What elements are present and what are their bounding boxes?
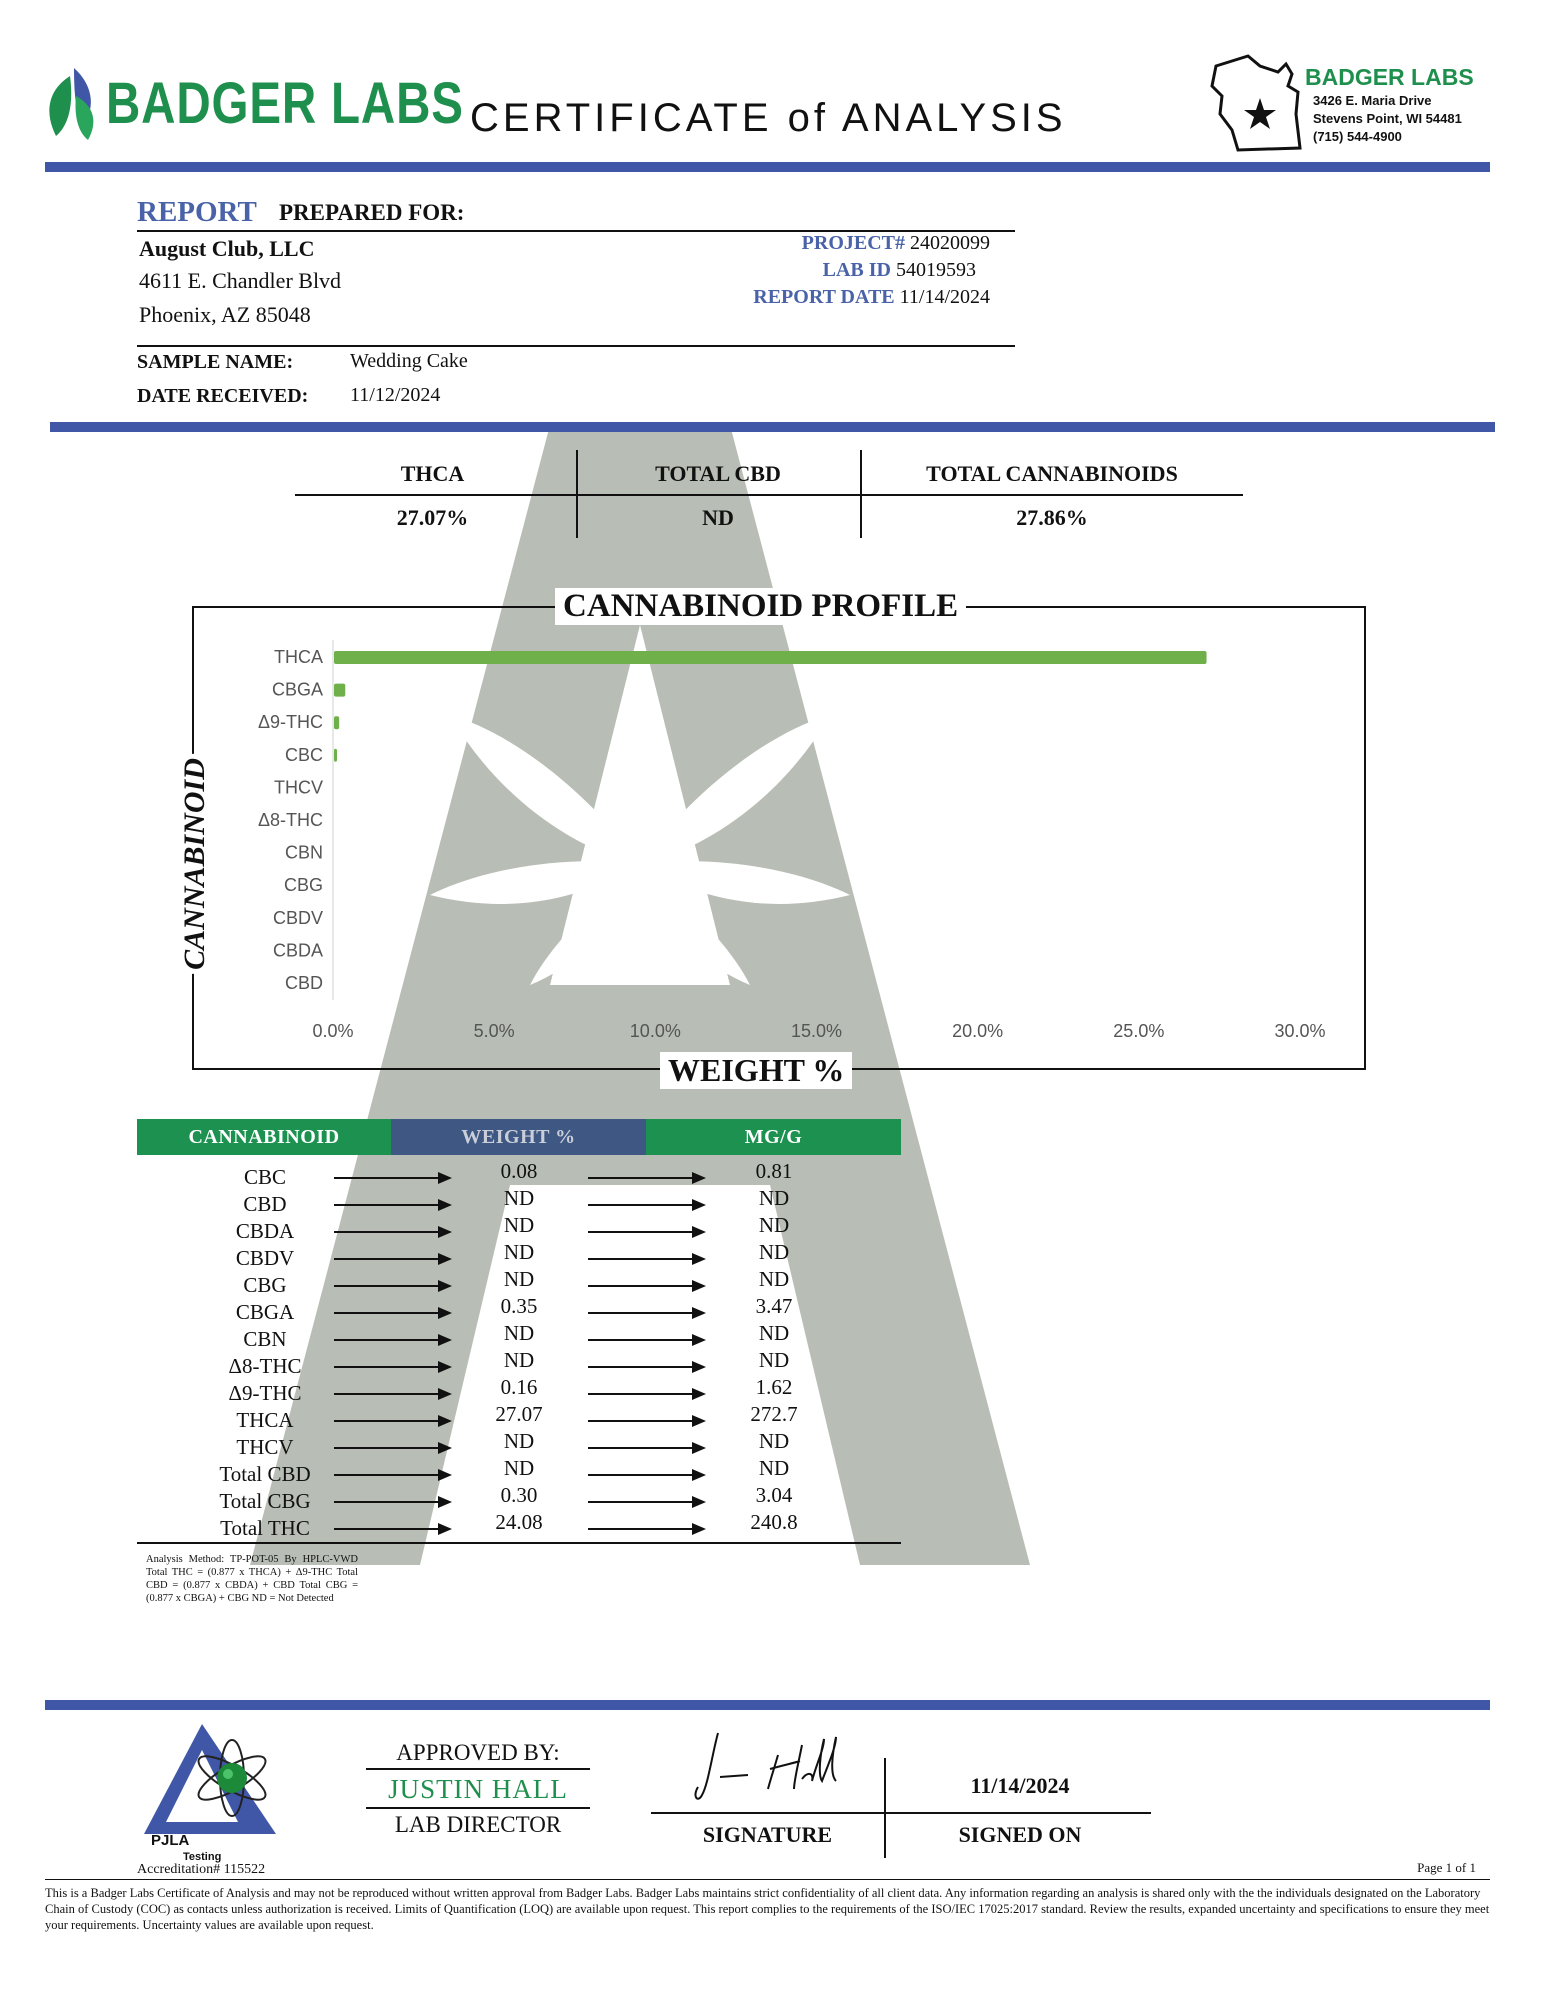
chart-title: CANNABINOID PROFILE xyxy=(555,588,966,625)
table-row-weight: ND xyxy=(503,1456,535,1480)
table-row-weight: ND xyxy=(503,1186,535,1210)
table-row-weight: 27.07 xyxy=(495,1402,543,1426)
company-phone: (715) 544-4900 xyxy=(1313,129,1402,144)
chart-x-tick-label: 10.0% xyxy=(629,1021,681,1041)
signature-rule xyxy=(651,1812,1151,1814)
table-row-weight: ND xyxy=(503,1213,535,1237)
arrow-icon xyxy=(334,1279,452,1298)
labid-value: 54019593 xyxy=(896,259,976,281)
table-row-name: CBDV xyxy=(235,1246,295,1270)
table-row-mgg: ND xyxy=(758,1456,790,1480)
table-row-weight: 0.30 xyxy=(500,1483,538,1507)
arrow-icon xyxy=(588,1252,706,1271)
arrow-icon xyxy=(334,1333,452,1352)
table-row-mgg: 272.7 xyxy=(750,1402,798,1426)
arrow-icon xyxy=(334,1441,452,1460)
table-row-name: CBGA xyxy=(235,1300,295,1324)
table-row-weight: ND xyxy=(503,1321,535,1345)
table-row-weight: 0.16 xyxy=(500,1375,538,1399)
chart-bar xyxy=(334,716,339,729)
report-date-value: 11/14/2024 xyxy=(899,286,990,308)
arrow-icon xyxy=(334,1522,452,1541)
signed-date: 11/14/2024 xyxy=(970,1773,1070,1798)
project-row xyxy=(640,232,990,255)
approved-by-label: APPROVED BY: xyxy=(396,1740,560,1765)
col-header-cannabinoid: CANNABINOID xyxy=(137,1119,391,1155)
approver-rule-bottom xyxy=(366,1807,590,1809)
report-divider xyxy=(50,422,1495,432)
footer-rule xyxy=(45,1879,1490,1880)
leaf-logo-icon xyxy=(44,66,100,142)
report-date-row xyxy=(640,286,990,309)
chart-bar xyxy=(334,651,1207,664)
arrow-icon xyxy=(334,1225,452,1244)
arrow-icon xyxy=(588,1225,706,1244)
arrow-icon xyxy=(588,1333,706,1352)
table-row-weight: 0.08 xyxy=(500,1159,538,1183)
approver-title: LAB DIRECTOR xyxy=(394,1812,562,1837)
chart-category-label: THCA xyxy=(274,647,323,667)
arrow-icon xyxy=(334,1360,452,1379)
arrow-icon xyxy=(334,1198,452,1217)
summary-cbd-value: ND xyxy=(702,505,734,530)
chart-x-tick-label: 15.0% xyxy=(790,1021,843,1041)
signature-label: SIGNATURE xyxy=(702,1822,833,1847)
labid-label: LAB ID xyxy=(822,259,891,281)
prepared-for-label: PREPARED FOR: xyxy=(279,200,465,225)
arrow-icon xyxy=(334,1171,452,1190)
table-row-name: THCV xyxy=(236,1435,294,1459)
arrow-icon xyxy=(334,1468,452,1487)
arrow-icon xyxy=(334,1387,452,1406)
cannabinoid-profile-chart xyxy=(230,630,1340,1050)
chart-x-tick-label: 0.0% xyxy=(312,1021,354,1041)
table-row-name: Δ8-THC xyxy=(228,1354,302,1378)
brand-logo xyxy=(44,66,464,144)
page-number: Page 1 of 1 xyxy=(1417,1860,1476,1875)
report-date-label: REPORT DATE xyxy=(753,286,895,308)
table-row-mgg: 3.04 xyxy=(755,1483,793,1507)
arrow-icon xyxy=(334,1414,452,1433)
approver-name: JUSTIN HALL xyxy=(388,1774,568,1804)
chart-category-label: THCV xyxy=(274,777,323,798)
table-row-weight: 0.35 xyxy=(500,1294,538,1318)
project-value: 24020099 xyxy=(910,232,990,254)
arrow-icon xyxy=(588,1171,706,1190)
arrow-icon xyxy=(334,1252,452,1271)
table-row-mgg: ND xyxy=(758,1186,790,1210)
table-row-name: CBDA xyxy=(235,1219,295,1243)
table-bottom-rule xyxy=(137,1542,901,1544)
chart-x-tick-label: 20.0% xyxy=(952,1021,1004,1041)
summary-thca-label: THCA xyxy=(400,461,465,486)
table-row-name: CBN xyxy=(243,1327,287,1351)
arrow-icon xyxy=(334,1495,452,1514)
signature-image xyxy=(690,1725,860,1815)
summary-total-value: 27.86% xyxy=(1016,505,1088,530)
company-name: BADGER LABS xyxy=(1305,64,1474,90)
table-row-mgg: 240.8 xyxy=(750,1510,798,1534)
table-row-mgg: ND xyxy=(758,1321,790,1345)
summary-thca-value: 27.07% xyxy=(396,505,469,530)
chart-x-tick-label: 25.0% xyxy=(1113,1021,1165,1041)
col-header-mgg: MG/G xyxy=(646,1119,901,1155)
chart-x-tick-label: 5.0% xyxy=(473,1021,515,1041)
arrow-icon xyxy=(588,1468,706,1487)
chart-ylabel: CANNABINOID xyxy=(178,754,212,974)
table-row-name: Total THC xyxy=(220,1516,310,1540)
table-row-mgg: ND xyxy=(758,1240,790,1264)
col-header-weight: WEIGHT % xyxy=(391,1119,646,1155)
date-received-value: 11/12/2024 xyxy=(350,384,441,406)
table-row-mgg: ND xyxy=(758,1348,790,1372)
chart-category-label: CBDA xyxy=(272,940,323,961)
method-note: Analysis Method: TP-POT-05 By HPLC-VWD Total THC = (0.877 x THCA) + Δ9-THC Total CBD = (0.877 x CBDA) + CBD Total CBG = (0.877 x CBGA) + CBG ND = Not Detected xyxy=(146,1554,358,1604)
summary-total-label: TOTAL CANNABINOIDS xyxy=(926,461,1178,486)
chart-category-label: CBC xyxy=(284,744,323,765)
arrow-icon xyxy=(588,1279,706,1298)
table-row-mgg: ND xyxy=(758,1429,790,1453)
chart-category-label: CBGA xyxy=(271,679,323,700)
footer-disclaimer: This is a Badger Labs Certificate of Analysis and may not be reproduced without written approval from Badger Labs. Badger Labs maintains strict confidentiality of all client data. Any information regarding an analysis is shared only with the the individuals designated on the Laboratory Chain of Custody (COC) as contacts unless authorization is received. Limits of Quantification (LOQ) are available upon request. This report complies to the requirements of the ISO/IEC 17025:2017 standard. Review the results, expanded uncertainty and specifications to ensure they meet your requirements. Uncertainty values are available upon request. xyxy=(45,1886,1490,1932)
wisconsin-map-icon xyxy=(1208,52,1308,156)
table-row-name: CBC xyxy=(243,1165,287,1189)
signature-divider xyxy=(884,1758,886,1858)
arrow-icon xyxy=(588,1306,706,1325)
sample-name-value: Wedding Cake xyxy=(350,350,468,372)
table-row-weight: ND xyxy=(503,1267,535,1291)
table-row-name: Δ9-THC xyxy=(228,1381,302,1405)
table-row-weight: 24.08 xyxy=(495,1510,543,1534)
arrow-icon xyxy=(588,1387,706,1406)
table-row-weight: ND xyxy=(503,1240,535,1264)
table-row-name: CBG xyxy=(243,1273,287,1297)
table-row-mgg: ND xyxy=(758,1267,790,1291)
table-row-weight: ND xyxy=(503,1348,535,1372)
report-bottom-rule xyxy=(137,345,1015,347)
table-row-mgg: 0.81 xyxy=(755,1159,793,1183)
chart-category-label: CBG xyxy=(283,875,323,896)
arrow-icon xyxy=(588,1360,706,1379)
company-address-1: 3426 E. Maria Drive xyxy=(1313,93,1432,108)
labid-row xyxy=(640,259,976,282)
logo-text: BADGER LABS xyxy=(106,71,464,136)
chart-category-label: CBD xyxy=(284,973,323,993)
report-label: REPORT xyxy=(137,196,257,228)
arrow-icon xyxy=(334,1306,452,1325)
signed-on-label: SIGNED ON xyxy=(958,1822,1082,1847)
approval-divider xyxy=(45,1700,1490,1710)
header-divider xyxy=(45,162,1490,172)
pjla-accreditation-icon xyxy=(140,1722,290,1850)
project-label: PROJECT# xyxy=(801,232,905,254)
accreditation-number: Accreditation# 115522 xyxy=(137,1862,266,1877)
arrow-icon xyxy=(588,1522,706,1541)
chart-category-label: Δ9-THC xyxy=(257,712,323,733)
arrow-icon xyxy=(588,1495,706,1514)
sample-name-label: SAMPLE NAME: xyxy=(137,351,294,373)
chart-xlabel: WEIGHT % xyxy=(660,1052,852,1089)
chart-category-label: Δ8-THC xyxy=(257,810,323,830)
client-name: August Club, LLC xyxy=(139,236,315,261)
date-received-label: DATE RECEIVED: xyxy=(137,385,309,407)
chart-category-label: CBDV xyxy=(272,907,323,928)
table-row-mgg: ND xyxy=(758,1213,790,1237)
table-row-mgg: 1.62 xyxy=(755,1375,793,1399)
arrow-icon xyxy=(588,1414,706,1433)
summary-rule xyxy=(295,494,1243,496)
table-row-name: Total CBG xyxy=(219,1489,311,1513)
chart-x-tick-label: 30.0% xyxy=(1274,1021,1326,1041)
pjla-label: PJLA xyxy=(151,1832,190,1849)
chart-category-label: CBN xyxy=(284,842,323,863)
arrow-icon xyxy=(588,1441,706,1460)
table-row-name: THCA xyxy=(236,1408,294,1432)
client-city: Phoenix, AZ 85048 xyxy=(139,302,311,327)
summary-cbd-label: TOTAL CBD xyxy=(655,461,781,486)
document-title: CERTIFICATE of ANALYSIS xyxy=(470,96,1067,140)
table-row-name: CBD xyxy=(243,1192,287,1216)
arrow-icon xyxy=(588,1198,706,1217)
table-row-weight: ND xyxy=(503,1429,535,1453)
approver-rule-top xyxy=(366,1768,590,1770)
table-row-name: Total CBD xyxy=(219,1462,311,1486)
company-address-2: Stevens Point, WI 54481 xyxy=(1313,111,1462,126)
chart-bar xyxy=(334,749,337,762)
pjla-sub: Testing xyxy=(183,1851,222,1863)
chart-bar xyxy=(334,684,345,697)
client-street: 4611 E. Chandler Blvd xyxy=(139,268,342,293)
table-row-mgg: 3.47 xyxy=(755,1294,793,1318)
